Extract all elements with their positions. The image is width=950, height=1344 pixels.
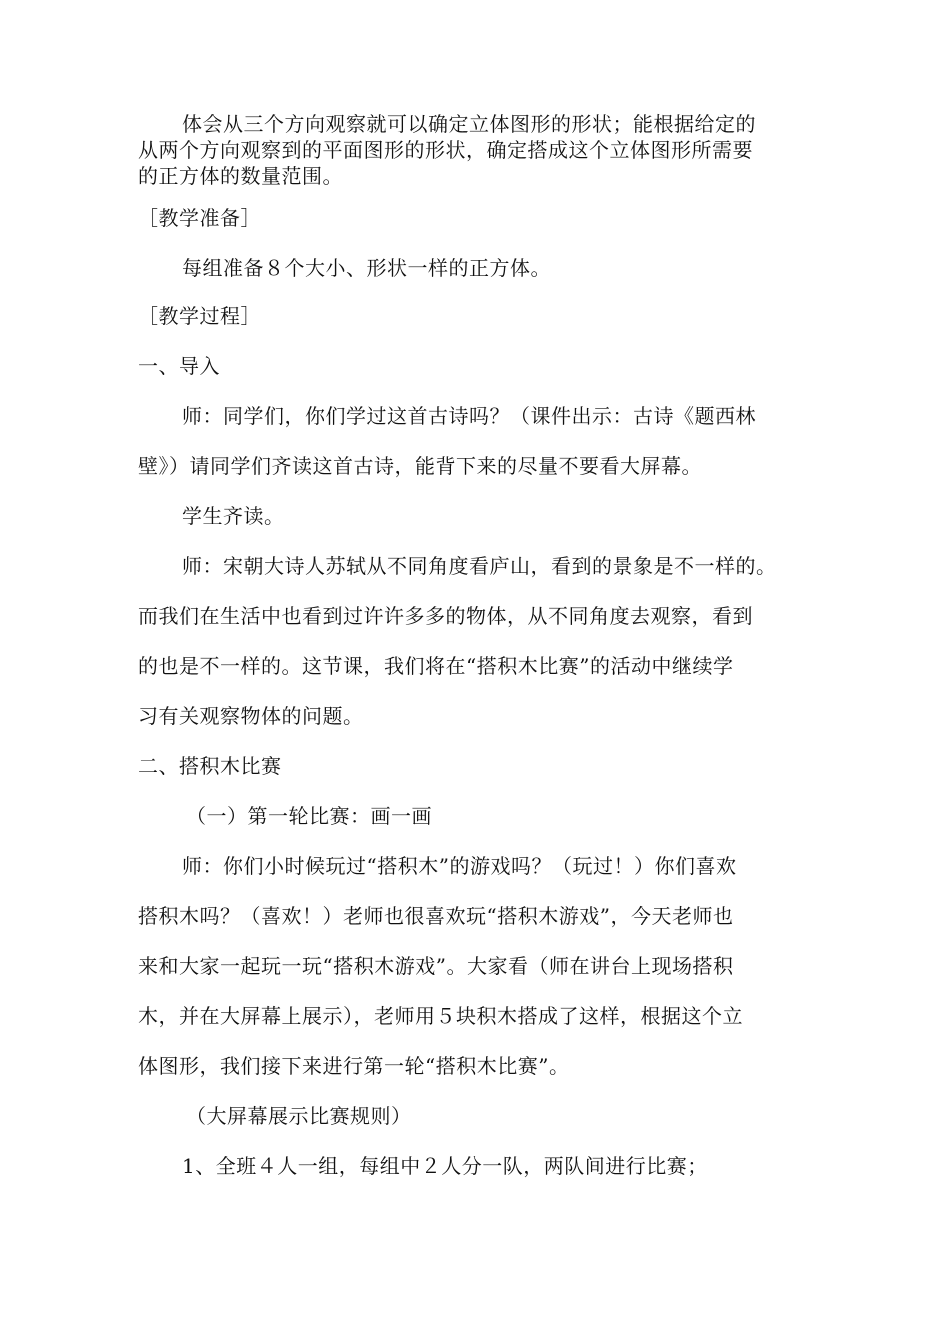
heading-process: ［教学过程］ bbox=[138, 304, 261, 328]
teacher-line-2-b: 而我们在生活中也看到过许许多多的物体，从不同角度去观察，看到 bbox=[138, 604, 753, 628]
teacher-line-3-d: 木，并在大屏幕上展示），老师用５块积木搭成了这样，根据这个立 bbox=[138, 1004, 743, 1028]
section-one-title: 一、导入 bbox=[138, 354, 220, 378]
teacher-line-3-b: 搭积木吗？（喜欢！）老师也很喜欢玩“搭积木游戏”，今天老师也 bbox=[138, 904, 734, 928]
teacher-line-1-b: 壁》）请同学们齐读这首古诗，能背下来的尽量不要看大屏幕。 bbox=[138, 454, 702, 478]
rule-1: 1、全班４人一组，每组中２人分一队，两队间进行比赛； bbox=[182, 1154, 708, 1178]
student-reading: 学生齐读。 bbox=[182, 504, 285, 528]
intro-line-2: 从两个方向观察到的平面图形的形状，确定搭成这个立体图形所需要 bbox=[138, 138, 753, 162]
teacher-line-3-e: 体图形，我们接下来进行第一轮“搭积木比赛”。 bbox=[138, 1054, 570, 1078]
teacher-line-2-a: 师：宋朝大诗人苏轼从不同角度看庐山，看到的景象是不一样的。 bbox=[182, 554, 777, 578]
teacher-line-2-d: 习有关观察物体的问题。 bbox=[138, 704, 364, 728]
section-two-title: 二、搭积木比赛 bbox=[138, 754, 282, 778]
rules-display: （大屏幕展示比赛规则） bbox=[186, 1104, 412, 1128]
round-one-title: （一）第一轮比赛：画一画 bbox=[186, 804, 432, 828]
intro-line-3: 的正方体的数量范围。 bbox=[138, 164, 343, 188]
teacher-line-3-c: 来和大家一起玩一玩“搭积木游戏”。大家看（师在讲台上现场搭积 bbox=[138, 954, 734, 978]
intro-line-1: 体会从三个方向观察就可以确定立体图形的形状；能根据给定的 bbox=[182, 112, 756, 136]
teacher-line-2-c: 的也是不一样的。这节课，我们将在“搭积木比赛”的活动中继续学 bbox=[138, 654, 734, 678]
heading-preparation: ［教学准备］ bbox=[138, 206, 261, 230]
teacher-line-3-a: 师：你们小时候玩过“搭积木”的游戏吗？（玩过！）你们喜欢 bbox=[182, 854, 737, 878]
teacher-line-1-a: 师：同学们，你们学过这首古诗吗？（课件出示：古诗《题西林 bbox=[182, 404, 756, 428]
preparation-text: 每组准备８个大小、形状一样的正方体。 bbox=[182, 256, 551, 280]
